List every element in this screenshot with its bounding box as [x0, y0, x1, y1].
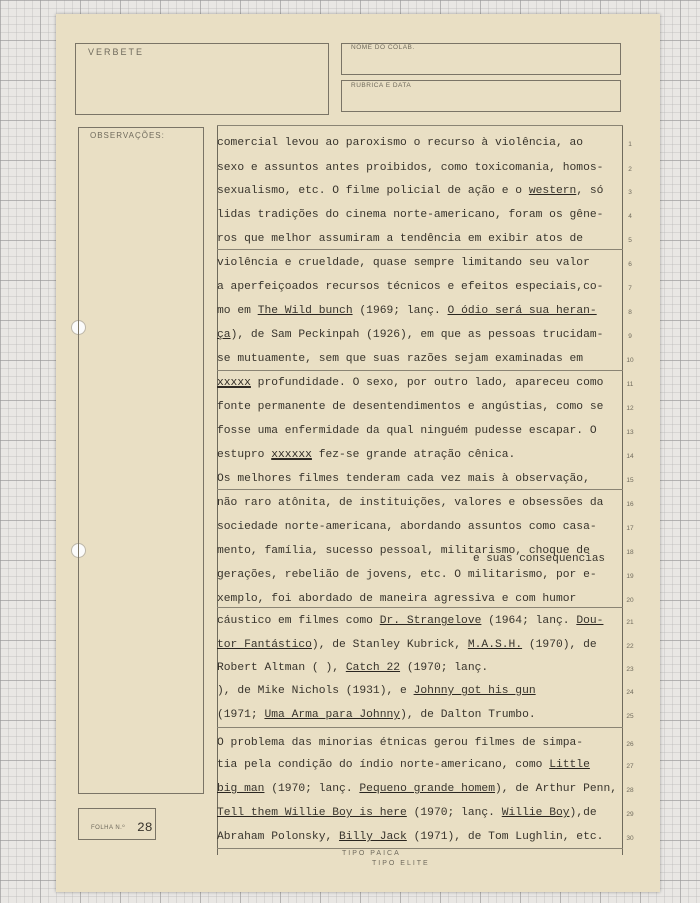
- typed-line: [217, 496, 622, 510]
- observacoes-label: OBSERVAÇÕES:: [90, 131, 165, 140]
- line-segment: sexualismo, etc. O filme policial de ação e o: [217, 185, 529, 197]
- typed-line: [217, 708, 622, 722]
- underlined-title: Uma Arma para Johnny: [264, 709, 401, 721]
- line-number: 9: [628, 333, 632, 340]
- line-segment: violência e crueldade, quase sempre limitando seu valor: [217, 257, 590, 269]
- underlined-title: Catch 22: [345, 662, 401, 674]
- typed-line: [217, 376, 622, 390]
- underlined-title: The Wild bunch: [257, 305, 353, 317]
- line-number: 13: [626, 429, 634, 436]
- struck-out-text: xxxxx: [217, 377, 251, 389]
- line-segment: ), de Mike Nichols (1931), e: [217, 685, 414, 697]
- line-segment: cáustico em filmes como: [217, 615, 380, 627]
- line-number: 7: [628, 285, 632, 292]
- underlined-title: Pequeno grande homem: [359, 783, 495, 795]
- line-segment: (1970; lanç.: [400, 662, 489, 674]
- underlined-title: Billy Jack: [339, 831, 407, 843]
- underlined-title: Tell them Willie Boy is here: [217, 807, 407, 819]
- line-segment: se mutuamente, sem que suas razões sejam examinadas em: [217, 353, 584, 365]
- line-number: 5: [628, 237, 632, 244]
- typed-line: [217, 448, 622, 462]
- line-number: 19: [626, 573, 634, 580]
- line-segment: sociedade norte-americana, abordando assuntos como casa-: [217, 521, 597, 533]
- line-number: 27: [626, 763, 634, 770]
- typed-line: [217, 568, 622, 582]
- underlined-title: tor Fantástico: [217, 639, 312, 651]
- line-number: 24: [626, 689, 634, 696]
- line-segment: gerações, rebelião de jovens, etc. O militarismo, por e-: [217, 569, 597, 581]
- typed-line: [217, 400, 622, 414]
- underlined-title: Dr. Strangelove: [379, 615, 482, 627]
- line-segment: não raro atônita, de instituições, valores e obsessões da: [217, 497, 604, 509]
- typed-line: [217, 830, 622, 844]
- typed-line: [217, 520, 622, 534]
- line-segment: ), de Sam Peckinpah (1926), em que as pessoas trucidam-: [230, 329, 604, 341]
- typed-line: [217, 661, 622, 675]
- line-number: 25: [626, 713, 634, 720]
- line-segment: estupro: [217, 449, 272, 461]
- typed-line: [217, 256, 622, 270]
- line-segment: ), de Dalton Trumbo.: [400, 709, 536, 721]
- line-number: 17: [626, 525, 634, 532]
- line-number: 8: [628, 309, 632, 316]
- typed-line: [217, 232, 622, 246]
- line-number: 22: [626, 643, 634, 650]
- typed-line: [217, 614, 622, 628]
- typed-line: [217, 208, 622, 222]
- block-rule-2: [217, 370, 623, 371]
- underlined-title: M.A.S.H.: [467, 639, 523, 651]
- line-number: 6: [628, 261, 632, 268]
- block-rule-3: [217, 489, 623, 490]
- line-number: 28: [626, 787, 634, 794]
- underlined-title: Willie Boy: [501, 807, 570, 819]
- line-segment: (1969; lanç.: [352, 305, 448, 317]
- underlined-title: big man: [217, 783, 265, 795]
- line-number: 3: [628, 189, 632, 196]
- line-segment: fonte permanente de desentendimentos e angústias, como se: [217, 401, 604, 413]
- tipo-paica-label: TIPO PAICA: [342, 850, 401, 857]
- line-segment: mo em: [217, 305, 258, 317]
- line-segment: Abraham Polonsky,: [217, 831, 340, 843]
- line-segment: (1970), de: [522, 639, 597, 651]
- line-number: 2: [628, 166, 632, 173]
- line-segment: ), de Stanley Kubrick,: [311, 639, 468, 651]
- typed-line: [217, 184, 622, 198]
- line-number: 30: [626, 835, 634, 842]
- typed-line: [217, 736, 622, 750]
- underlined-title: O ódio será sua heran-: [447, 305, 597, 317]
- typed-line: [217, 592, 622, 606]
- line-segment: (1964; lanç.: [481, 615, 577, 627]
- text-top-rule: [217, 125, 623, 126]
- line-segment: fosse uma enfermidade da qual ninguém pudesse escapar. O: [217, 425, 597, 437]
- typed-line: [217, 758, 622, 772]
- line-segment: Robert Altman ( ),: [217, 662, 346, 674]
- typed-line: [217, 806, 622, 820]
- typed-line: [217, 782, 622, 796]
- underlined-title: Little: [549, 759, 590, 771]
- struck-out-text: xxxxxx: [271, 449, 312, 461]
- line-segment: , só: [576, 185, 604, 197]
- text-bottom-rule: [217, 848, 623, 849]
- underlined-title: Johnny got his gun: [413, 685, 536, 697]
- line-number: 23: [626, 666, 634, 673]
- typed-line: [217, 328, 622, 342]
- line-segment: Os melhores filmes tenderam cada vez mais à observação,: [217, 473, 590, 485]
- tipo-elite-label: TIPO ELITE: [372, 860, 430, 867]
- typed-line: [217, 304, 622, 318]
- line-segment: xemplo, foi abordado de maneira agressiva e com humor: [217, 593, 577, 605]
- verbete-label: VERBETE: [88, 47, 145, 57]
- line-segment: ros que melhor assumiram a tendência em exibir atos de: [217, 233, 584, 245]
- line-segment: (1970; lanç.: [406, 807, 502, 819]
- typed-line: [217, 136, 622, 150]
- typed-line: [217, 684, 622, 698]
- line-number: 10: [626, 357, 634, 364]
- line-segment: O problema das minorias étnicas gerou filmes de simpa-: [217, 737, 584, 749]
- line-segment: ), de Arthur Penn,: [494, 783, 618, 795]
- typed-line: [217, 352, 622, 366]
- line-segment: comercial levou ao paroxismo o recurso à violência, ao: [217, 137, 584, 149]
- line-number: 26: [626, 741, 634, 748]
- underlined-title: western: [528, 185, 577, 197]
- line-number: 11: [626, 381, 634, 388]
- typed-line: [217, 638, 622, 652]
- line-segment: a aperfeiçoados recursos técnicos e efeitos especiais,co-: [217, 281, 604, 293]
- line-number: 1: [628, 141, 632, 148]
- line-number: 18: [626, 549, 634, 556]
- typed-line: [217, 424, 622, 438]
- folha-number: 28: [137, 820, 153, 835]
- line-segment: lidas tradições do cinema norte-americano, foram os gêne-: [217, 209, 604, 221]
- line-segment: (1971), de Tom Lughlin, etc.: [406, 831, 604, 843]
- folha-label: FOLHA N.º: [91, 825, 126, 831]
- observacoes-box: [78, 127, 204, 794]
- block-rule-4: [217, 607, 623, 608]
- line-number: 29: [626, 811, 634, 818]
- line-number: 20: [626, 597, 634, 604]
- block-rule-5: [217, 727, 623, 728]
- interlinear-insert: e suas consequencias: [473, 553, 606, 565]
- typed-line: [217, 280, 622, 294]
- block-rule-1: [217, 249, 623, 250]
- underlined-title: ça: [217, 329, 231, 341]
- line-segment: ),de: [569, 807, 597, 819]
- line-number: 21: [626, 619, 634, 626]
- typed-line: [217, 472, 622, 486]
- line-segment: mento, família, sucesso pessoal, militarismo, choque de: [217, 545, 590, 557]
- rubrica-label: RUBRICA E DATA: [351, 82, 412, 89]
- line-segment: (1971;: [217, 709, 265, 721]
- line-segment: (1970; lanç.: [264, 783, 360, 795]
- line-segment: sexo e assuntos antes proibidos, como toxicomania, homos-: [217, 162, 604, 174]
- line-number: 14: [626, 453, 634, 460]
- line-segment: profundidade. O sexo, por outro lado, apareceu como: [250, 377, 604, 389]
- nome-colab-label: NOME DO COLAB.: [351, 44, 415, 51]
- underlined-title: Dou-: [576, 615, 604, 627]
- line-number: 12: [626, 405, 634, 412]
- line-segment: tia pela condição do índio norte-americano, como: [217, 759, 550, 771]
- line-segment: fez-se grande atração cênica.: [311, 449, 516, 461]
- typed-line: [217, 161, 622, 175]
- line-number: 15: [626, 477, 634, 484]
- line-number: 4: [628, 213, 632, 220]
- line-number: 16: [626, 501, 634, 508]
